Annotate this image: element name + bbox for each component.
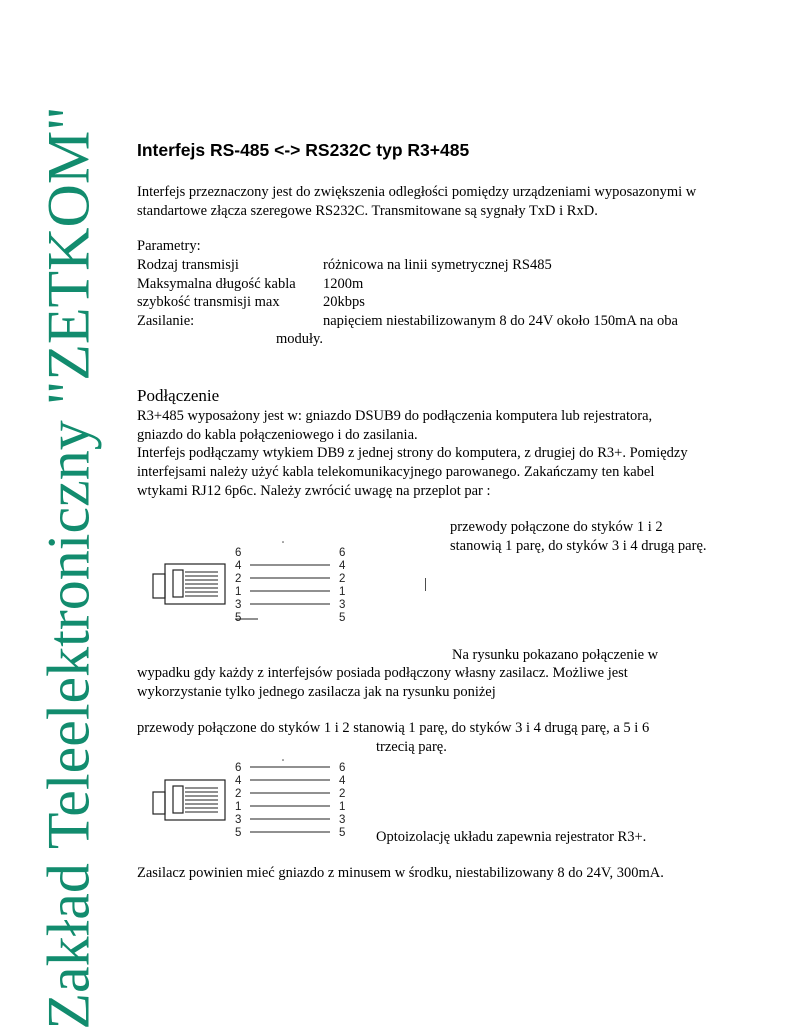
pin-label: 1 <box>235 801 242 813</box>
left-pins-1 <box>235 547 242 624</box>
pin-label: 4 <box>235 775 242 787</box>
pin-label: 5 <box>235 612 242 624</box>
pin-label: 1 <box>339 801 346 813</box>
company-sidebar-text <box>26 106 112 1030</box>
company-name: Zakład Teleelektroniczny "ZETKOM" <box>36 106 103 1030</box>
pin-label: 3 <box>339 814 346 826</box>
pin-label: 4 <box>339 560 346 572</box>
pin-label: 5 <box>339 827 346 839</box>
pin-label: 3 <box>235 599 242 611</box>
text-cursor: | <box>424 576 427 592</box>
pin-label: 1 <box>235 586 242 598</box>
right-pins-2 <box>339 762 346 839</box>
intro-line-1: Interfejs przeznaczony jest do zwiększenia odległości pomiędzy urządzeniami wyposazonymi w <box>137 184 697 200</box>
param-label-power: Zasilanie: <box>137 313 195 329</box>
diagram2-caption-2: trzecią parę. <box>376 739 447 755</box>
page-title: Interfejs RS-485 <-> RS232C typ R3+485 <box>137 140 470 160</box>
pin-label: 6 <box>235 547 242 559</box>
param-label-speed: szybkość transmisji max <box>137 294 280 310</box>
wires-2 <box>250 767 330 832</box>
right-pins-1 <box>339 547 346 624</box>
section-heading: Podłączenie <box>137 386 220 405</box>
param-value-speed: 20kbps <box>323 294 365 310</box>
rj12-wiring-diagram-1 <box>140 538 420 626</box>
pin-label: 2 <box>339 573 346 585</box>
pin-label: 6 <box>339 547 346 559</box>
param-value-power-cont: moduły. <box>276 331 323 347</box>
section-line-2: gniazdo do kabla połączeniowego i do zasilania. <box>137 427 418 443</box>
params-heading: Parametry: <box>137 238 201 254</box>
pin-label: 4 <box>235 560 242 572</box>
pin-label: 6 <box>339 762 346 774</box>
pin-label: 1 <box>339 586 346 598</box>
pin-label: 2 <box>235 788 242 800</box>
pin-label: 5 <box>339 612 346 624</box>
opto-text: Optoizolację układu zapewnia rejestrator R3+. <box>376 829 647 845</box>
pin-label: 2 <box>235 573 242 585</box>
pin-label: 3 <box>235 814 242 826</box>
param-label-transmission: Rodzaj transmisji <box>137 257 239 273</box>
param-label-cable-length: Maksymalna długość kabla <box>137 276 296 292</box>
section-line-5: wtykami RJ12 6p6c. Należy zwrócić uwagę na przeplot par : <box>137 483 491 499</box>
param-value-cable-length: 1200m <box>323 276 364 292</box>
section-line-1: R3+485 wyposażony jest w: gniazdo DSUB9 do podłączenia komputera lub rejestratora, <box>137 408 653 424</box>
pin-label: 4 <box>339 775 346 787</box>
paragraph2-line-2: wykorzystanie tylko jednego zasilacza jak na rysunku poniżej <box>137 684 496 700</box>
wires-1 <box>235 565 330 619</box>
diagram2-caption-1: przewody połączone do styków 1 i 2 stanowią 1 parę, do styków 3 i 4 drugą parę, a 5 i 6 <box>137 720 650 736</box>
rj12-plug-1 <box>153 564 225 604</box>
param-value-transmission: różnicowa na linii symetrycznej RS485 <box>323 257 552 273</box>
pin-label: 6 <box>235 762 242 774</box>
diagram1-caption-1: przewody połączone do styków 1 i 2 <box>450 519 663 535</box>
intro-line-2: standartowe złącza szeregowe RS232C. Transmitowane są sygnały TxD i RxD. <box>137 203 598 219</box>
pin-label: 2 <box>339 788 346 800</box>
left-pins-2 <box>235 762 242 839</box>
rj12-plug-2 <box>153 780 225 820</box>
power-text: Zasilacz powinien mieć gniazdo z minusem w środku, niestabilizowany 8 do 24V, 300mA. <box>137 865 664 881</box>
pin-label: 3 <box>339 599 346 611</box>
param-value-power: napięciem niestabilizowanym 8 do 24V około 150mA na oba <box>323 313 678 329</box>
paragraph2-line-1: wypadku gdy każdy z interfejsów posiada podłączony własny zasilacz. Możliwe jest <box>137 665 628 681</box>
section-line-3: Interfejs podłączamy wtykiem DB9 z jednej strony do komputera, z drugiej do R3+. Pomiędzy <box>137 445 688 461</box>
diagram1-caption-2: stanowią 1 parę, do styków 3 i 4 drugą parę. <box>450 538 707 554</box>
pin-label: 5 <box>235 827 242 839</box>
paragraph2-first: Na rysunku pokazano połączenie w <box>452 647 659 663</box>
section-line-4: interfejsami należy użyć kabla telekomunikacyjnego parowanego. Zakańczamy ten kabel <box>137 464 655 480</box>
